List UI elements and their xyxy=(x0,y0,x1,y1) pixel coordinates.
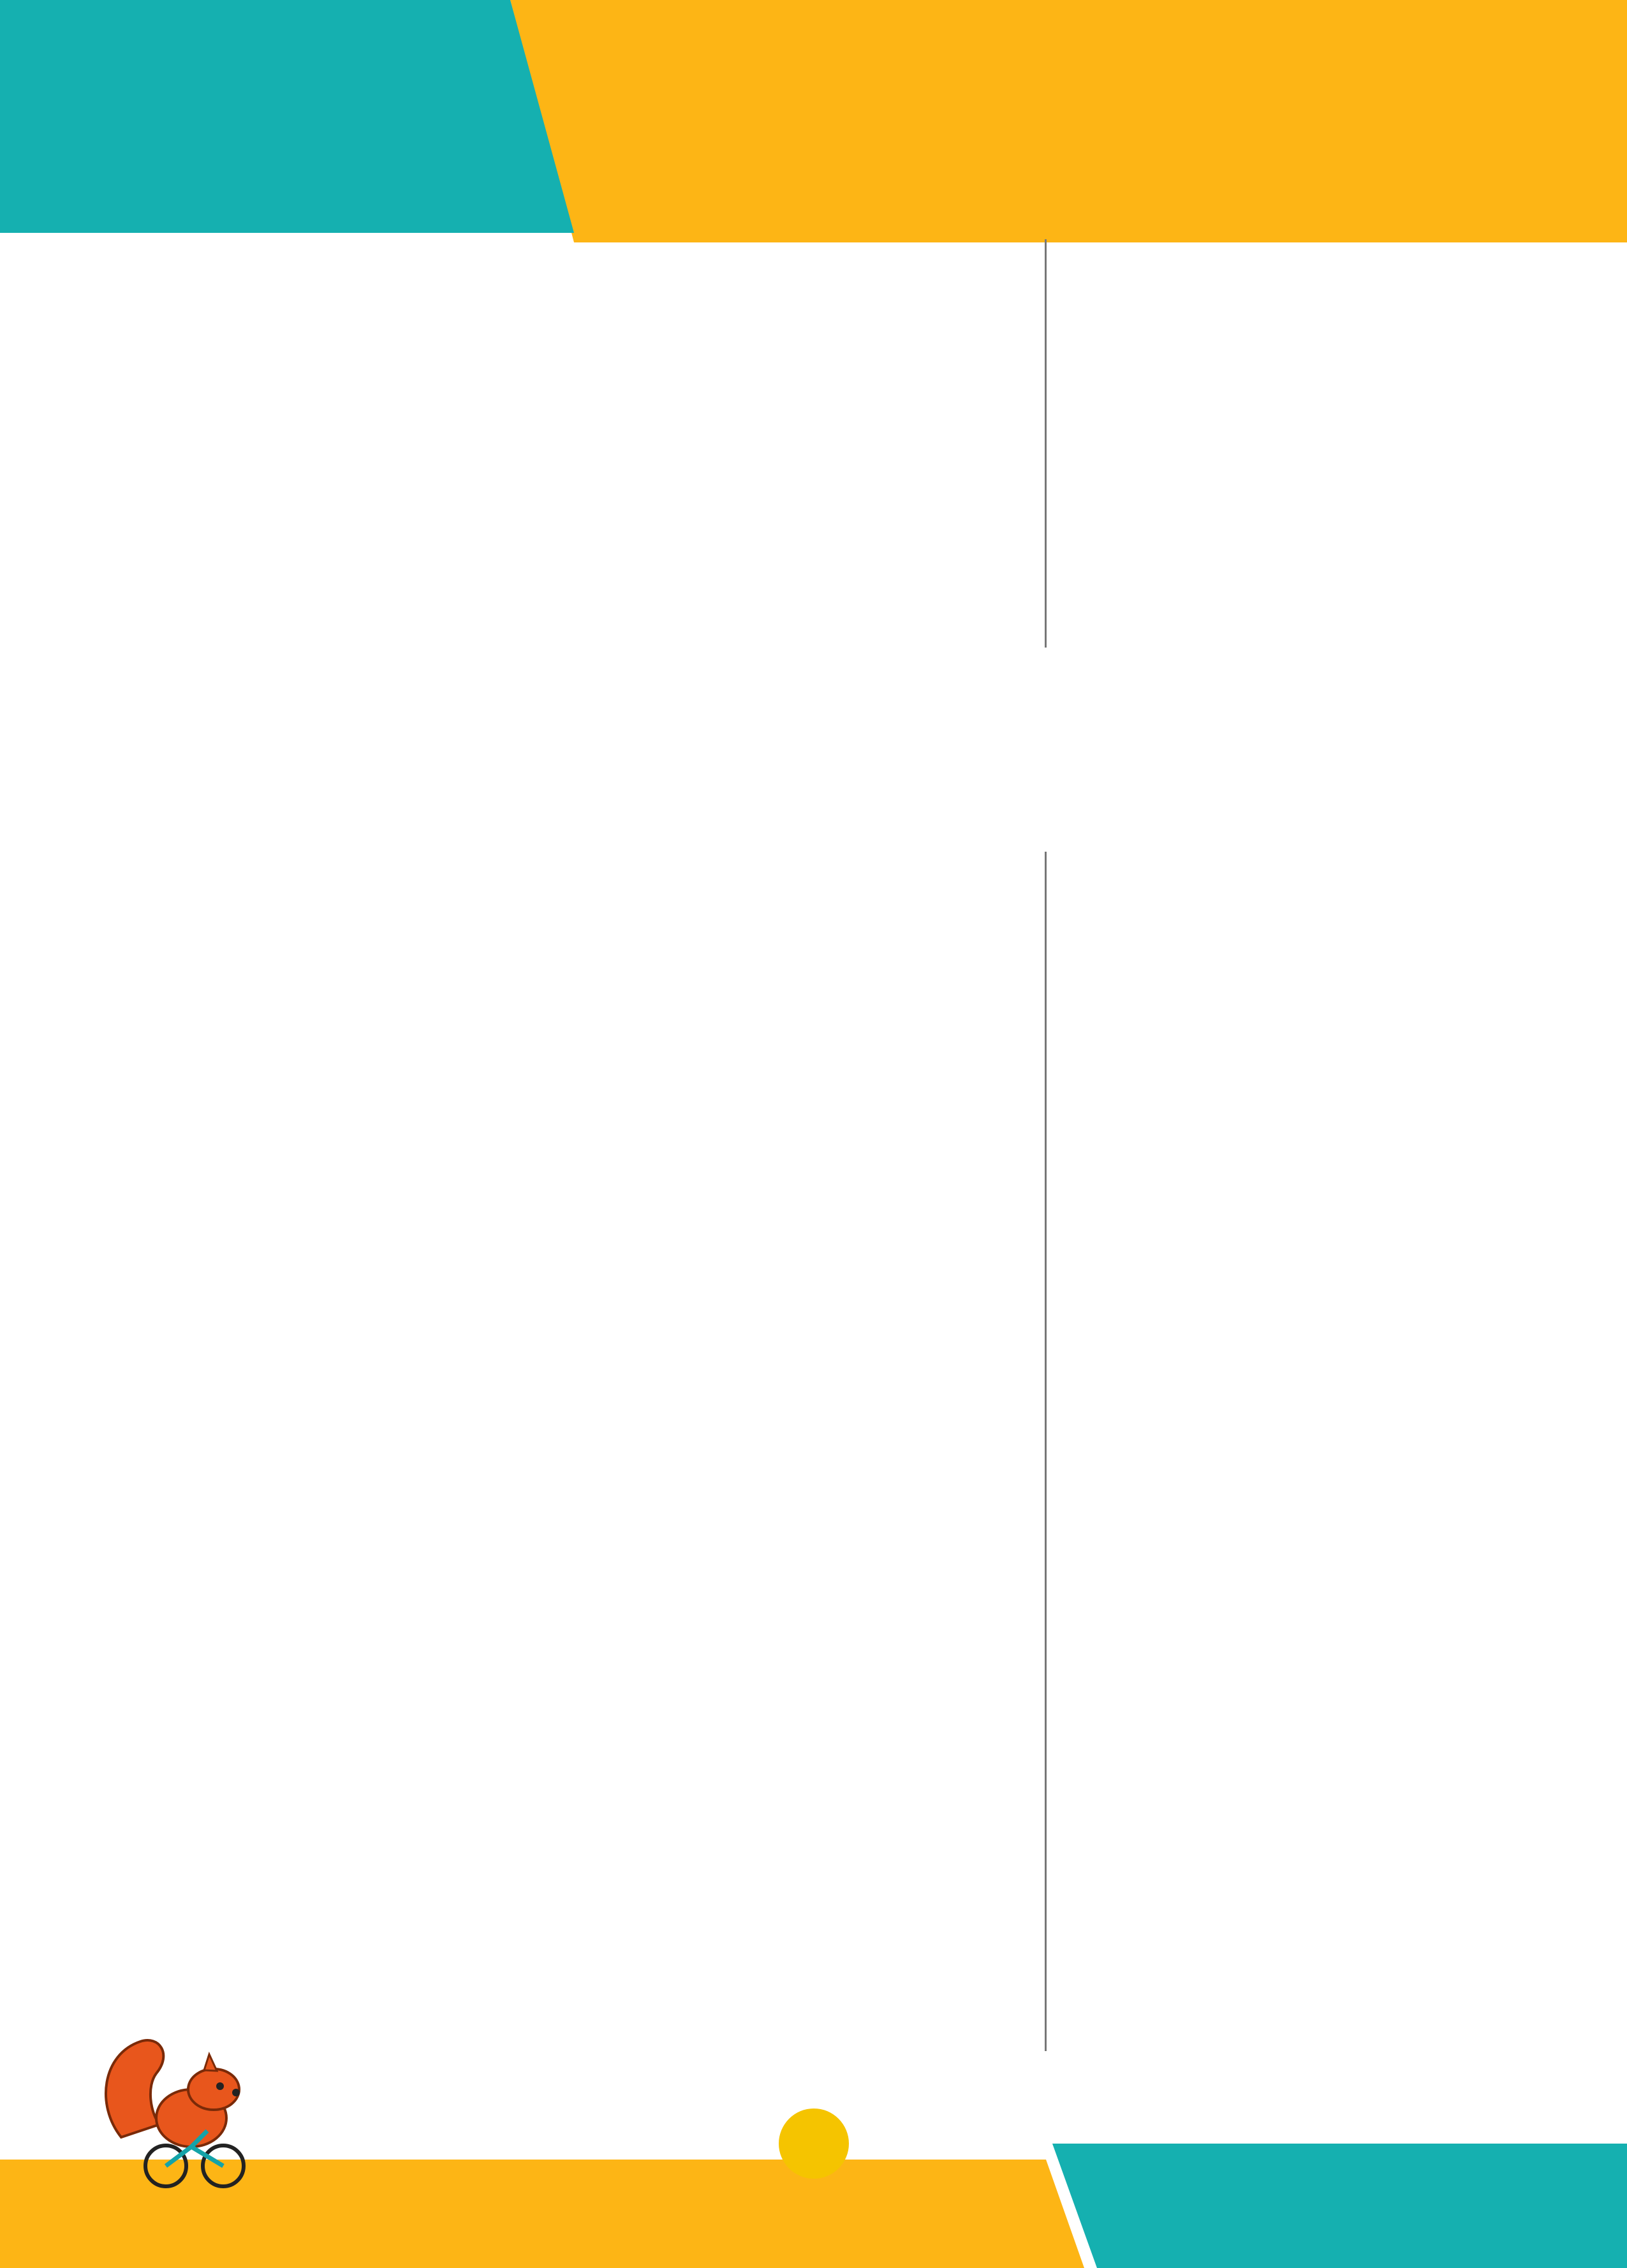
header-banner xyxy=(0,0,1627,242)
mascot-squirrel-icon xyxy=(96,2029,261,2201)
column-divider xyxy=(1045,852,1047,2051)
page-number xyxy=(779,2109,849,2179)
column-divider xyxy=(1045,239,1047,648)
